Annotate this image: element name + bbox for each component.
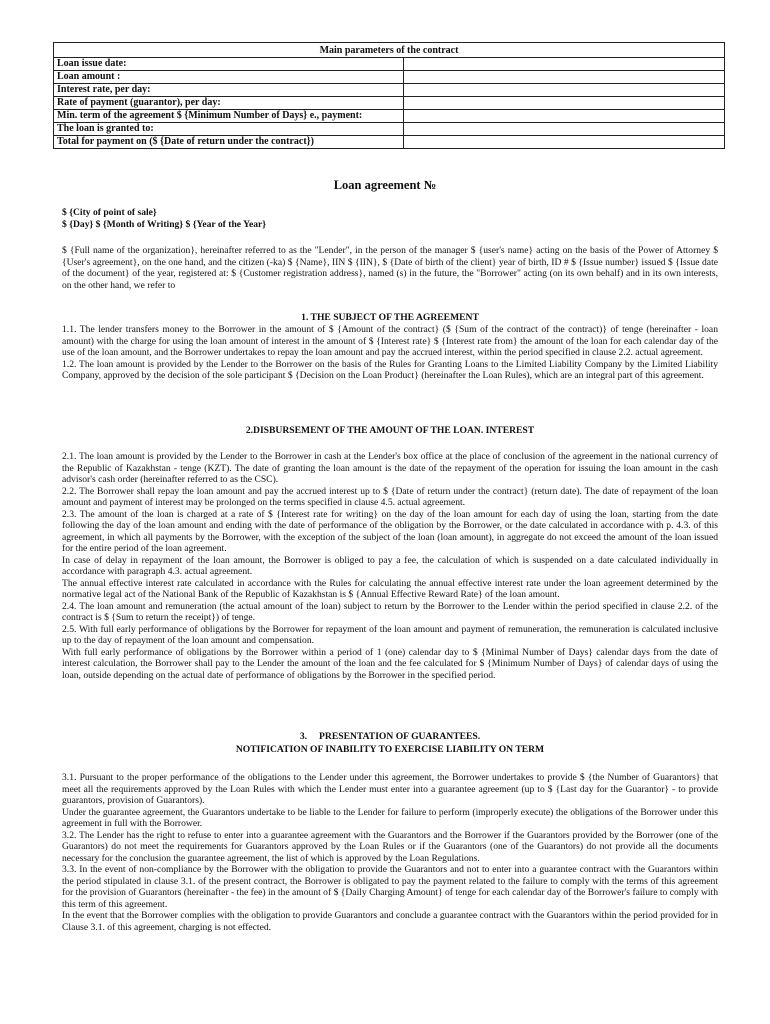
paragraph: 3.2. The Lender has the right to refuse to enter into a guarantee agreement with the Guarantors and the Borrower if the Guarantors provided by the Borrower (one of the Guarantors) do not meet the requirements for Guarantors approved by the Loan Rules or if the Guarantors (one of the Guarantors) do not provide all the documents necessary for the conclusion the guarantee agreement, the list of which is approved by the Loan Regulations. <box>62 829 718 864</box>
parameters-table-header: Main parameters of the contract <box>54 43 725 58</box>
section-3-subheading: NOTIFICATION OF INABILITY TO EXERCISE LIABILITY ON TERM <box>235 744 545 755</box>
date-line: $ {Day} $ {Month of Writing} $ {Year of the Year} <box>62 219 267 230</box>
paragraph: 3.3. In the event of non-compliance by the Borrower with the obligation to provide the Guarantors and not to enter into a guarantee contract with the Guarantors within the period stipulated in clause 3.1. of the present contract, the Borrower is obligated to pay the payment related to the failure to comply with the terms of this agreement for the provision of Guarantors (hereinafter - the fee) in the amount of $ {Daily Charging Amount} of tenge for each calendar day of the Borrower's failure to comply with this term of this agreement. <box>62 864 718 910</box>
paragraph: 1.2. The loan amount is provided by the Lender to the Borrower on the basis of the Rules for Granting Loans to the Limited Liability Company by the Limited Liability Company, approved by the decision of the sole participant $ {Decision on the Loan Product} (hereinafter the Loan Rules), which are an integral part of this agreement. <box>62 358 718 381</box>
paragraph: The annual effective interest rate calculated in accordance with the Rules for calculating the annual effective interest rate under the loan agreement determined by the normative legal act of the National Bank of the Republic of Kazakhstan is $ {Annual Effective Reward Rate} of the loan amount. <box>62 577 718 600</box>
section-2-heading: 2.DISBURSEMENT OF THE AMOUNT OF THE LOAN. INTEREST <box>245 425 535 436</box>
section-1-body <box>62 324 718 382</box>
paragraph: 2.1. The loan amount is provided by the Lender to the Borrower in cash at the Lender's box office at the place of conclusion of the agreement in the national currency of the Republic of Kazakhstan - tenge (KZT). The date of granting the loan amount is the date of the repayment of the operation for issuing the loan amount in the cash advisor's cash order (hereinafter referred to as the CSC). <box>62 451 718 485</box>
section-3-heading: 3. PRESENTATION OF GUARANTEES. <box>299 731 481 742</box>
contract-parameters-table <box>53 42 725 149</box>
section-3-body <box>62 772 718 933</box>
parameter-label: Total for payment on ($ {Date of return under the contract}) <box>54 136 404 149</box>
parameter-label: The loan is granted to: <box>54 123 404 136</box>
parameter-value-cell <box>404 110 725 123</box>
document-title: Loan agreement № <box>333 178 437 192</box>
paragraph: 2.3. The amount of the loan is charged at a rate of $ {Interest rate for writing} on the day of the loan amount for each day of using the loan, starting from the date following the day of the loan amount and ending with the date of performance of the obligation by the Borrower, or the date calculated in accordance with p. 4.3. of this agreement, in which all payments by the Borrower, with the exception of the subject of the loan (loan amount), in aggregate do not exceed the amount of the loan issued for the entire period of the loan agreement. <box>62 508 718 554</box>
paragraph: Under the guarantee agreement, the Guarantors undertake to be liable to the Lender for failure to perform (improperly execute) the obligations of the Borrower under this agreement in full with the Borrower. <box>62 806 718 829</box>
parameter-label: Loan amount : <box>54 71 404 84</box>
paragraph: 2.2. The Borrower shall repay the loan amount and pay the accrued interest up to $ {Date of return under the contract} (return date). The date of repayment of the loan amount and payment of interest may be prolonged on the terms specified in clause 4.5. actual agreement. <box>62 485 718 508</box>
section-2-body <box>62 451 718 681</box>
intro-paragraph: $ {Full name of the organization}, hereinafter referred to as the "Lender", in the person of the manager $ {user's name} acting on the basis of the Power of Attorney $ {User's agreement}, on the one hand, and the citizen (-ka) $ {Name}, IIN $ {IIN}, $ {Date of birth of the client} year of birth, ID # $ {Issue number} issued $ {Issue date of the document} of the year, registered at: $ {Customer registration address}, named (s) in the future, the "Borrower" acting (on its own behalf) and in its own interests, on the other hand, we refer to <box>62 245 718 291</box>
paragraph: In case of delay in repayment of the loan amount, the Borrower is obliged to pay a fee, the calculation of which is suspended on a date calculated individually in accordance with paragraph 4.3. actual agreement. <box>62 554 718 577</box>
section-1-heading: 1. THE SUBJECT OF THE AGREEMENT <box>301 312 479 323</box>
place-line: $ {City of point of sale} <box>62 207 157 218</box>
parameter-value-cell <box>404 136 725 149</box>
parameter-value-cell <box>404 58 725 71</box>
parameter-label: Rate of payment (guarantor), per day: <box>54 97 404 110</box>
parameter-value-cell <box>404 97 725 110</box>
parameter-label: Interest rate, per day: <box>54 84 404 97</box>
paragraph: 2.5. With full early performance of obligations by the Borrower for repayment of the loan amount and payment of remuneration, the remuneration is calculated inclusive up to the day of repayment of the loan amount and compensation. <box>62 623 718 646</box>
paragraph: 1.1. The lender transfers money to the Borrower in the amount of $ {Amount of the contract} ($ {Sum of the contract of the contract)} of tenge (hereinafter - loan amount) with the charge for using the loan amount of interest in the amount of $ {Interest rate} $ {Interest rate from} the amount of the loan for each calendar day of the use of the loan amount, and the Borrower undertakes to repay the loan amount and pay the accrued interest, within the period specified in clause 2.2. actual agreement. <box>62 324 718 358</box>
parameter-label: Min. term of the agreement $ {Minimum Number of Days} e., payment: <box>54 110 404 123</box>
parameter-label: Loan issue date: <box>54 58 404 71</box>
parameter-value-cell <box>404 71 725 84</box>
paragraph: With full early performance of obligations by the Borrower within a period of 1 (one) calendar day to $ {Minimal Number of Days} calendar days from the date of interest calculation, the Borrower shall pay to the Lender the amount of the loan and the fee calculated for $ {Minimum Number of Days} of calendar days of using the loan, outside depending on the actual date of performance of obligations by the Borrower in the specified period. <box>62 646 718 681</box>
parameter-value-cell <box>404 123 725 136</box>
paragraph: 2.4. The loan amount and remuneration (the actual amount of the loan) subject to return by the Borrower to the Lender within the period specified in clause 2.2. of the contract is $ {Sum to return the receipt}) of tenge. <box>62 600 718 623</box>
paragraph: In the event that the Borrower complies with the obligation to provide Guarantors and conclude a guarantee contract with the Guarantors within the period provided for in Clause 3.1. of this agreement, charging is not effected. <box>62 910 718 933</box>
parameter-value-cell <box>404 84 725 97</box>
paragraph: 3.1. Pursuant to the proper performance of the obligations to the Lender under this agreement, the Borrower undertakes to provide $ {the Number of Guarantors} that meet all the requirements approved by the Loan Rules with which the Lender must enter into a guarantee agreement (up to $ {Last day for the Guarantor} - to provide guarantors, provision of Guarantors). <box>62 772 718 806</box>
